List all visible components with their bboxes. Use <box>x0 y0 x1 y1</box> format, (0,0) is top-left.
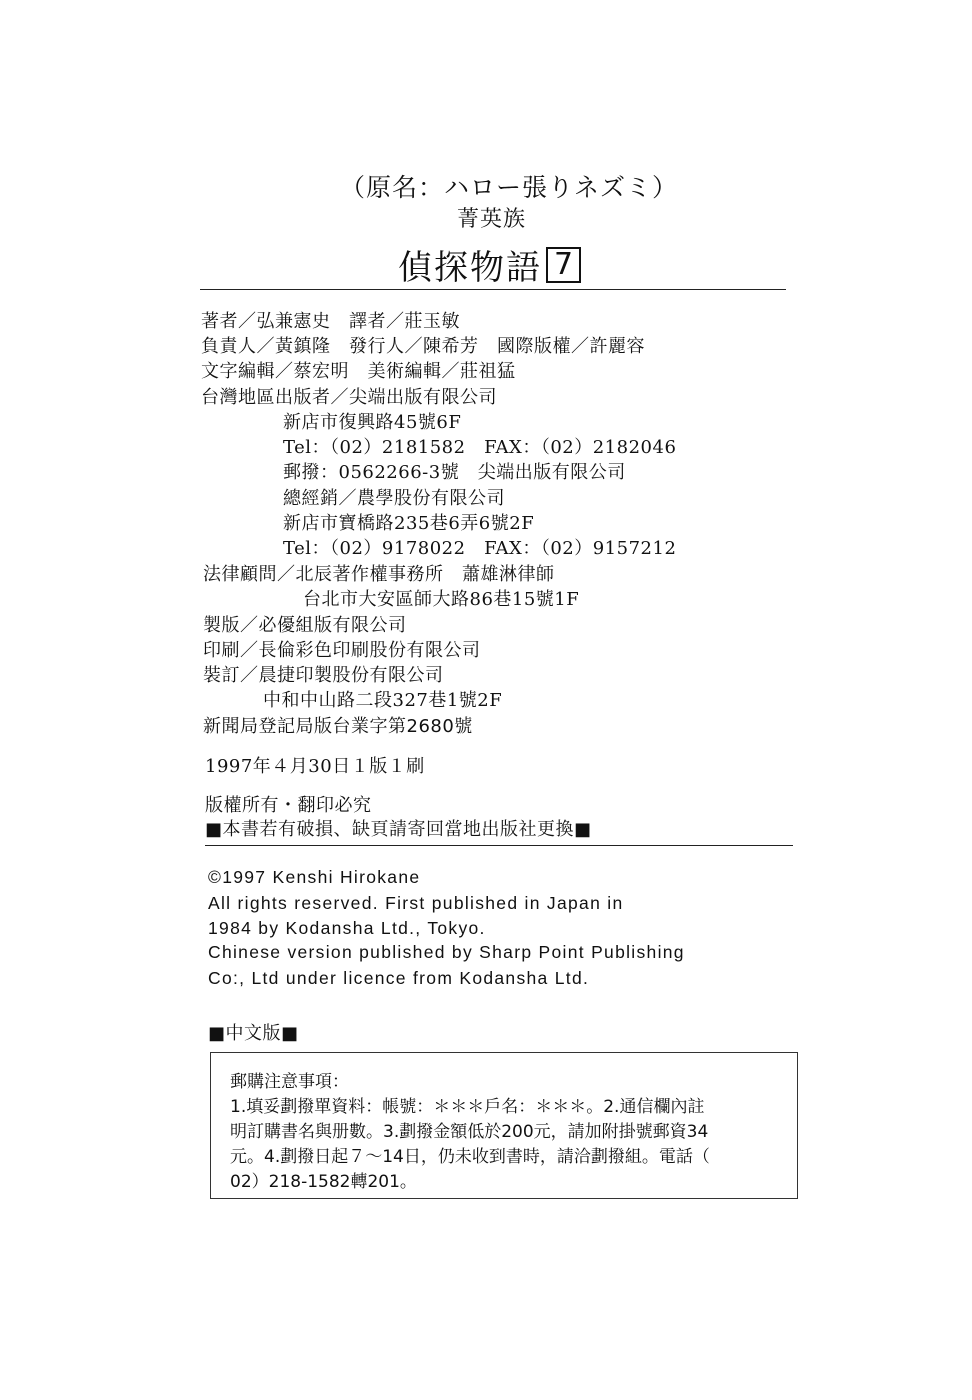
mail-order-heading: 郵購注意事項： <box>230 1072 349 1092</box>
distributor: 總經銷／農學股份有限公司 <box>283 488 505 509</box>
distributor-address: 新店市寶橋路235巷6弄6號2F <box>283 513 535 534</box>
top-rule <box>200 289 786 290</box>
edition-date: 1997年４月30日１版１刷 <box>205 756 425 777</box>
legal-address: 台北市大安區師大路86巷15號1F <box>303 589 580 610</box>
printer: 印刷／長倫彩色印刷股份有限公司 <box>203 640 481 661</box>
publisher-tel: Tel：（02）2181582 FAX：（02）2182046 <box>283 437 677 458</box>
plate-maker: 製版／必優組版有限公司 <box>203 615 407 636</box>
english-copyright-line4: Chinese version published by Sharp Point Publishing <box>208 942 685 962</box>
binder-address: 中和中山路二段327巷1號2F <box>263 690 503 711</box>
credit-staff: 負責人／黃鎮隆 發行人／陳希芳 國際版權／許麗容 <box>201 336 645 357</box>
binder: 裝訂／晨捷印製股份有限公司 <box>203 665 444 686</box>
middle-rule <box>205 845 793 846</box>
mail-order-line4: 02）218-1582轉201。 <box>230 1172 417 1192</box>
distributor-tel: Tel：（02）9178022 FAX：（02）9157212 <box>283 538 677 559</box>
credit-author-translator: 著者／弘兼憲史 譯者／莊玉敏 <box>201 311 460 332</box>
volume-number: 7 <box>546 247 581 283</box>
book-title-text: 偵探物語 <box>398 248 542 288</box>
replacement-notice: ■本書若有破損、缺頁請寄回當地出版社更換■ <box>205 819 592 840</box>
original-title: （原名：ハロー張りネズミ） <box>340 173 679 202</box>
postal-account: 郵撥：0562266-3號 尖端出版有限公司 <box>283 462 626 483</box>
mail-order-box <box>210 1052 798 1199</box>
book-title <box>398 240 581 289</box>
chinese-edition-label: ■中文版■ <box>208 1023 299 1044</box>
english-copyright-line1: ©1997 Kenshi Hirokane <box>208 867 421 887</box>
credit-editors: 文字編輯／蔡宏明 美術編輯／莊祖猛 <box>201 361 516 382</box>
english-copyright-line2: All rights reserved. First published in Japan in <box>208 893 624 913</box>
credit-publisher: 台灣地區出版者／尖端出版有限公司 <box>201 387 497 408</box>
rights-notice: 版權所有・翻印必究 <box>205 795 372 816</box>
mail-order-line2: 明訂購書名與册數。3.劃撥金額低於200元，請加附掛號郵資34 <box>230 1122 709 1142</box>
mail-order-line3: 元。4.劃撥日起７～14日，仍未收到書時，請洽劃撥組。電話（ <box>230 1147 710 1167</box>
mail-order-line1: 1.填妥劃撥單資料：帳號：＊＊＊戶名：＊＊＊。2.通信欄內註 <box>230 1097 705 1117</box>
english-copyright-line5: Co:, Ltd under licence from Kodansha Ltd. <box>208 968 590 988</box>
publisher-address: 新店市復興路45號6F <box>283 412 462 433</box>
translator-label: 菁英族 <box>457 207 527 232</box>
legal-advisor: 法律顧問／北辰著作權事務所 蕭雄淋律師 <box>203 564 555 585</box>
english-copyright-line3: 1984 by Kodansha Ltd., Tokyo. <box>208 918 486 938</box>
registration-number: 新聞局登記局版台業字第2680號 <box>203 716 473 737</box>
